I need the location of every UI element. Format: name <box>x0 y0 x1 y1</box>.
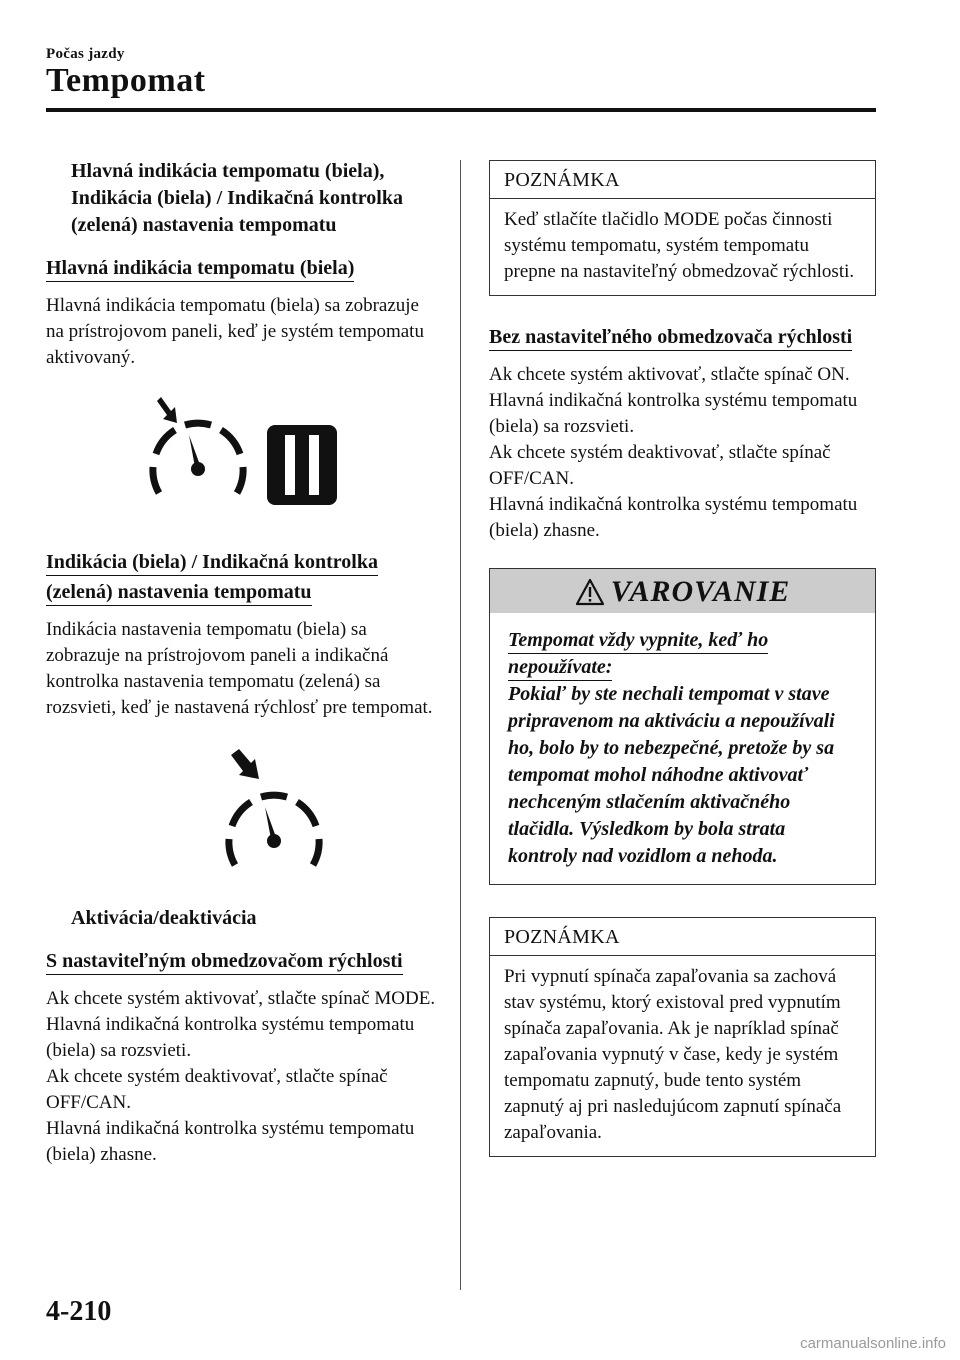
section-heading: Hlavná indikácia tempomatu (biela), Indikácia (biela) / Indikačná kontrolka (zelená) nastavenia tempomatu <box>71 160 403 236</box>
note-box-2 <box>489 917 876 1157</box>
watermark: carmanualsonline.info <box>800 1335 946 1352</box>
note-text: Keď stlačíte tlačidlo MODE počas činnosti systému tempomatu, systém tempomatu prepne na nastaviteľný obmedzovač rýchlosti. <box>504 209 855 282</box>
section-heading-activation: Aktivácia/deaktivácia <box>71 907 257 929</box>
paragraph-main-indicator: Hlavná indikácia tempomatu (biela) sa zobrazuje na prístrojovom paneli, keď je systém tempomatu aktivovaný. <box>46 295 424 368</box>
column-divider <box>460 160 461 1290</box>
left-column <box>46 158 436 1178</box>
paragraph-with-limiter-2: Ak chcete systém deaktivovať, stlačte spínač OFF/CAN. <box>46 1066 388 1113</box>
paragraph-with-limiter-3: Hlavná indikačná kontrolka systému tempomatu (biela) zhasne. <box>46 1118 415 1165</box>
cruise-main-indicator-icon <box>46 393 436 513</box>
note-text: Pri vypnutí spínača zapaľovania sa zachová stav systému, ktorý existoval pred vypnutím spínača zapaľovania. Ak je napríklad spínač zapaľovania vypnutý v čase, kedy je systém tempomatu zapnutý, bude tento systém zapnutý aj pri nasledujúcom zapnutí spínača zapaľovania. <box>504 966 842 1143</box>
note-box-1 <box>489 160 876 296</box>
subheading-set-indicator: Indikácia (biela) / Indikačná kontrolka (zelená) nastavenia tempomatu <box>46 551 378 606</box>
header-rule <box>46 108 876 112</box>
paragraph-without-limiter-2: Ak chcete systém deaktivovať, stlačte spínač OFF/CAN. <box>489 442 831 489</box>
page-number: 4-210 <box>46 1296 112 1327</box>
warning-text: Pokiaľ by ste nechali tempomat v stave pripravenom na aktiváciu a nepoužívali ho, bolo by to nebezpečné, pretože by sa tempomat mohol náhodne aktivovať nechceným stlačením aktivačného tlačidla. Výsledkom by bola strata kontroly nad vozidlom a nehoda. <box>508 683 835 867</box>
warning-body <box>490 613 875 884</box>
note-label: POZNÁMKA <box>490 918 875 956</box>
warning-triangle-icon <box>575 578 605 606</box>
right-column <box>489 160 876 1157</box>
subheading-without-limiter: Bez nastaviteľného obmedzovača rýchlosti <box>489 326 852 351</box>
warning-box <box>489 568 876 885</box>
subheading-with-limiter: S nastaviteľným obmedzovačom rýchlosti <box>46 950 403 975</box>
warning-label: VAROVANIE <box>610 575 791 608</box>
paragraph-with-limiter-1: Ak chcete systém aktivovať, stlačte spínač MODE. Hlavná indikačná kontrolka systému tempomatu (biela) sa rozsvieti. <box>46 988 436 1061</box>
chapter-title: Tempomat <box>46 62 206 99</box>
warning-title: Tempomat vždy vypnite, keď ho nepoužívate: <box>508 629 768 681</box>
paragraph-without-limiter-3: Hlavná indikačná kontrolka systému tempomatu (biela) zhasne. <box>489 494 858 541</box>
paragraph-set-indicator: Indikácia nastavenia tempomatu (biela) sa zobrazuje na prístrojovom paneli a indikačná kontrolka nastavenia tempomatu (zelená) sa rozsvieti, keď je nastavená rýchlosť pre tempomat. <box>46 619 433 718</box>
paragraph-without-limiter-1: Ak chcete systém aktivovať, stlačte spínač ON. Hlavná indikačná kontrolka systému tempomatu (biela) sa rozsvieti. <box>489 364 858 437</box>
section-label: Počas jazdy <box>46 46 125 62</box>
warning-header <box>490 569 875 613</box>
subheading-main-indicator: Hlavná indikácia tempomatu (biela) <box>46 257 354 282</box>
note-label: POZNÁMKA <box>490 161 875 199</box>
cruise-set-indicator-icon <box>46 749 436 869</box>
